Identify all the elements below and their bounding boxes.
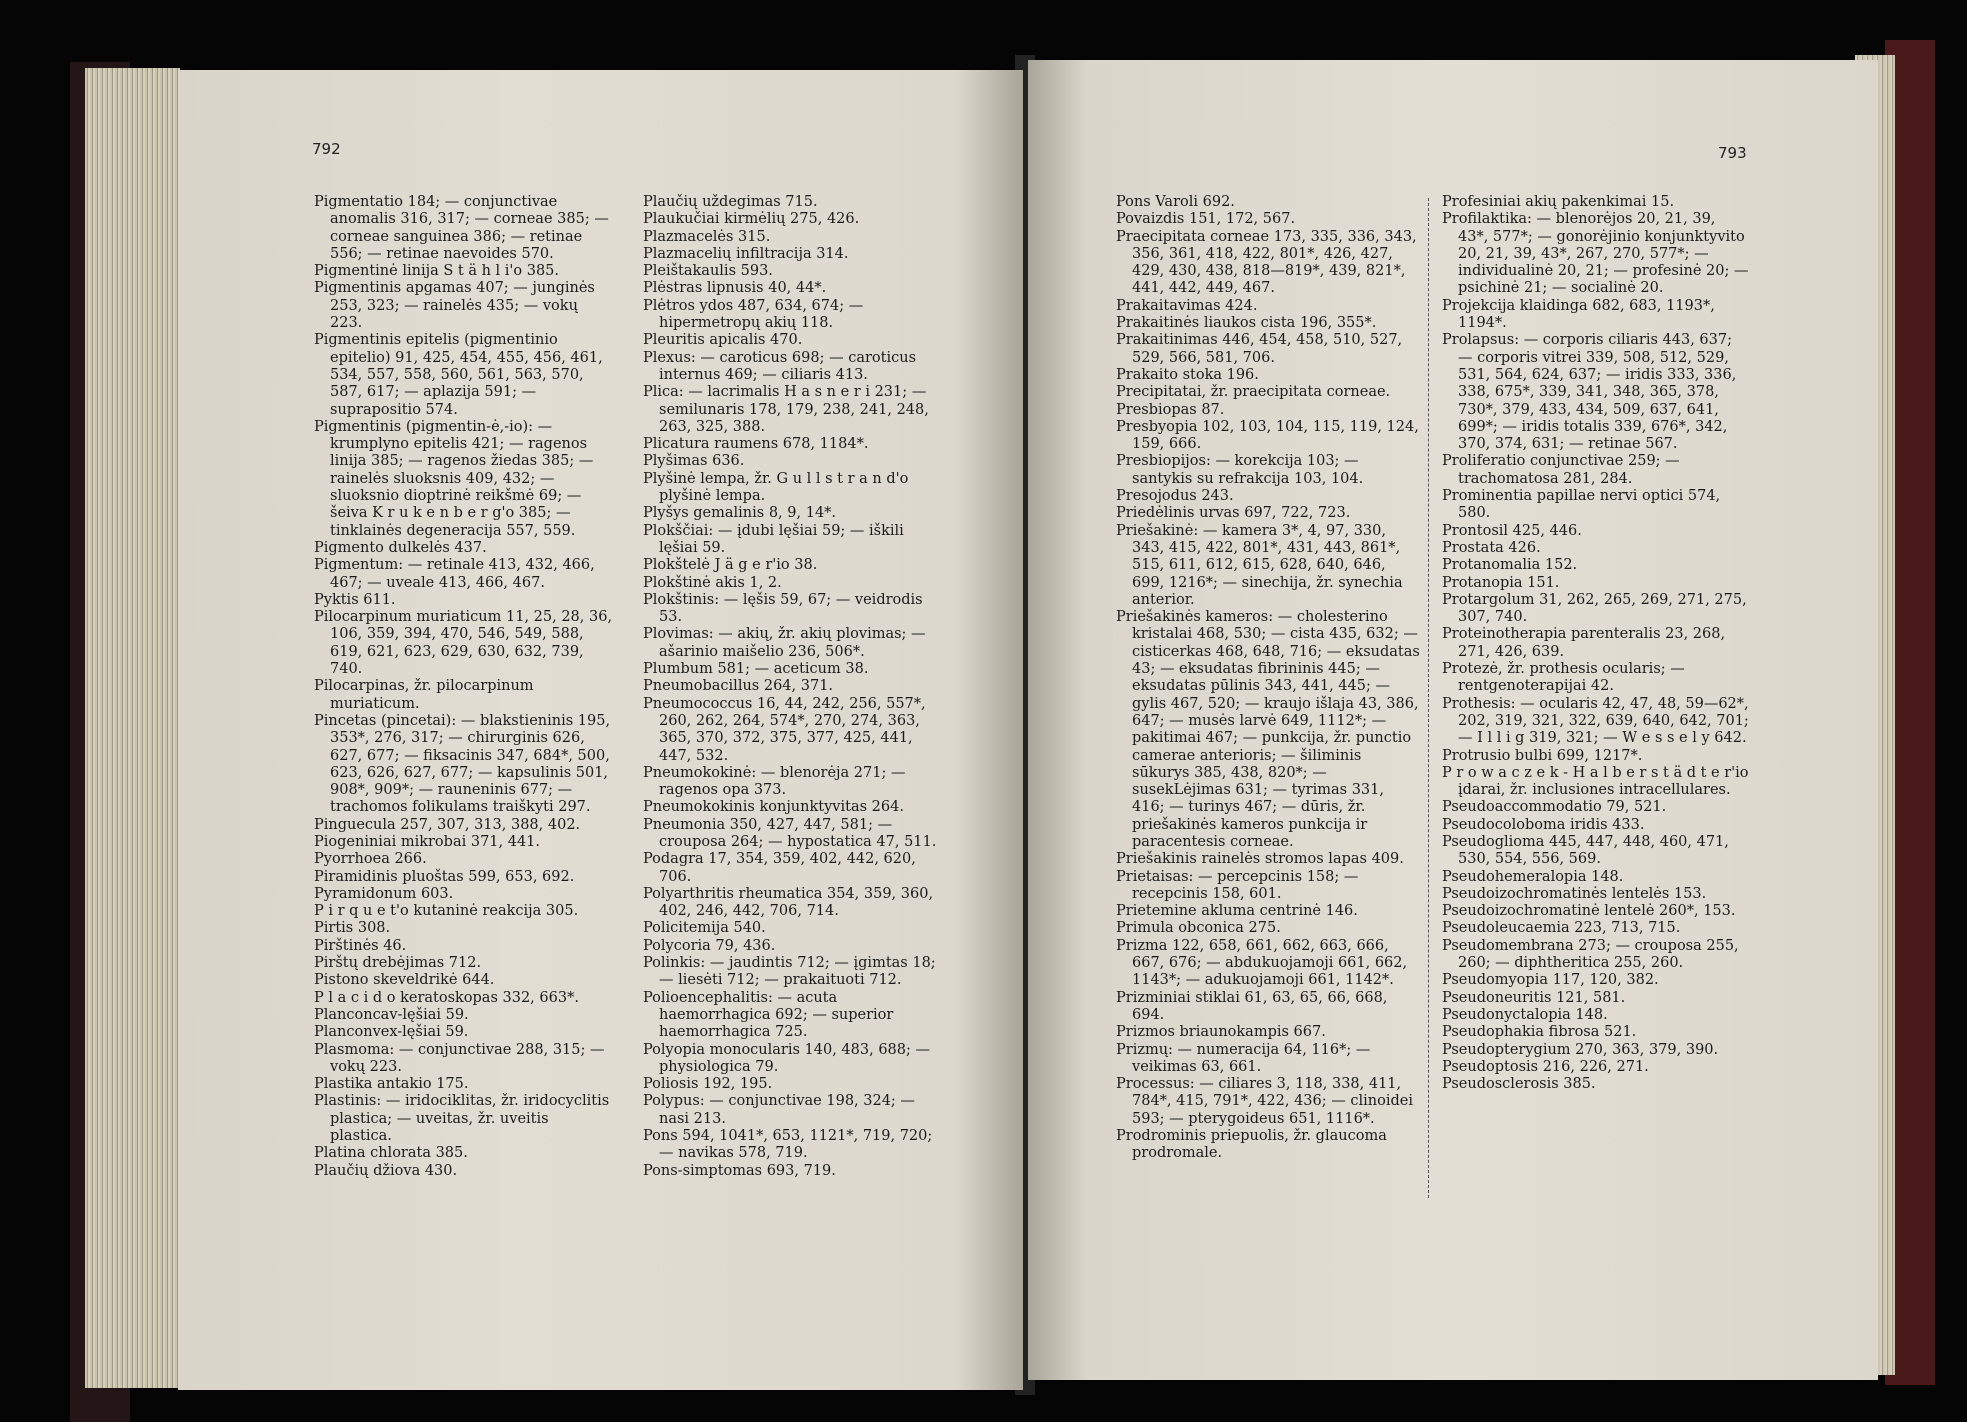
- index-entry: Pneumokokinė: — blenorėja 271; — ragenos opa 373.: [643, 764, 906, 799]
- index-entry: Plyšys gemalinis 8, 9, 14*.: [643, 505, 837, 522]
- index-entry: Plokštinė akis 1, 2.: [643, 574, 782, 591]
- index-entry: Pneumobacillus 264, 371.: [643, 678, 834, 695]
- index-entry: Povaizdis 151, 172, 567.: [1116, 211, 1296, 228]
- index-entry: Pseudomembrana 273; — crouposa 255, 260; — diphtheritica 255, 260.: [1442, 937, 1739, 972]
- index-entry: Presojodus 243.: [1116, 488, 1234, 505]
- index-entry: Pleištakaulis 593.: [643, 263, 773, 280]
- index-entry: Policitemija 540.: [643, 920, 766, 937]
- index-entry: Priedėlinis urvas 697, 722, 723.: [1116, 505, 1351, 522]
- index-entry: Polypus: — conjunctivae 198, 324; — nasi 213.: [643, 1093, 915, 1127]
- index-entry: Proliferatio conjunctivae 259; — trachomatosa 281, 284.: [1442, 453, 1680, 487]
- index-entry: Pseudonyctalopia 148.: [1442, 1006, 1608, 1023]
- index-entry: Prakaito stoka 196.: [1116, 366, 1259, 383]
- index-entry: Planconcav-lęšiai 59.: [314, 1006, 469, 1023]
- index-entry: Pseudosclerosis 385.: [1442, 1076, 1596, 1093]
- index-entry: Planconvex-lęšiai 59.: [314, 1024, 469, 1041]
- index-entry: Pigmentinis (pigmentin-ė,-io): — krumplyno epitelis 421; — ragenos linija 385; — ragenos žiedas 385; — rainelės sluoksnis 409, 432; — sluoksnio dioptrinė reikšmė 69; — šeiva K r u k e n b e r g'o 385; — tinklainės degeneracija 557, 559.: [314, 418, 594, 539]
- index-entry: Prostata 426.: [1442, 539, 1541, 556]
- index-entry: Pleuritis apicalis 470.: [643, 332, 803, 349]
- index-entry: Pons 594, 1041*, 653, 1121*, 719, 720; — navikas 578, 719.: [643, 1128, 933, 1162]
- index-entry: Pigmentatio 184; — conjunctivae anomalis 316, 317; — corneae 385; — corneae sanguinea 386; — retinae 556; — retinae naevoides 570.: [314, 194, 609, 262]
- index-entry: Pseudopterygium 270, 363, 379, 390.: [1442, 1041, 1719, 1058]
- index-entry: Polycoria 79, 436.: [643, 937, 776, 954]
- index-entry: Pyramidonum 603.: [314, 885, 454, 902]
- index-entry: Pistono skeveldrikė 644.: [314, 972, 495, 989]
- index-entry: Plastika antakio 175.: [314, 1076, 469, 1093]
- index-entry: Pons Varoli 692.: [1116, 194, 1235, 210]
- index-entry: Prontosil 425, 446.: [1442, 522, 1582, 539]
- index-entry: Profilaktika: — blenorėjos 20, 21, 39, 43*, 577*; — gonorėjinio konjunktyvito 20, 21, 39, 43*, 267, 270, 577*; — individualinė 20, 21; — profesinė 20; — psichinė 21; — socialinė 20.: [1442, 211, 1749, 297]
- index-entry: Prizmos briaunokampis 667.: [1116, 1024, 1326, 1041]
- index-entry: Pseudoleucaemia 223, 713, 715.: [1442, 920, 1681, 937]
- page-number-right: 793: [1718, 144, 1747, 162]
- index-entry: Presbiopas 87.: [1116, 401, 1225, 418]
- index-entry: Pseudoaccommodatio 79, 521.: [1442, 799, 1667, 816]
- index-entry: Pseudoizochromatinė lentelė 260*, 153.: [1442, 903, 1736, 920]
- index-entry: Pinguecula 257, 307, 313, 388, 402.: [314, 816, 581, 833]
- index-entry: Prakaitinės liaukos cista 196, 355*.: [1116, 315, 1377, 332]
- index-entry: Protrusio bulbi 699, 1217*.: [1442, 747, 1643, 764]
- index-entry: Pigmentum: — retinale 413, 432, 466, 467; — uveale 413, 466, 467.: [314, 557, 595, 591]
- index-entry: Protezė, žr. prothesis ocularis; — rentgenoterapijai 42.: [1442, 661, 1685, 695]
- index-entry: Prizminiai stiklai 61, 63, 65, 66, 668, 694.: [1116, 989, 1388, 1023]
- index-entry: Pilocarpinas, žr. pilocarpinum muriaticum.: [314, 678, 534, 712]
- index-entry: Plyšimas 636.: [643, 453, 745, 470]
- index-entry: Prothesis: — ocularis 42, 47, 48, 59—62*, 202, 319, 321, 322, 639, 640, 642, 701; — I l l i g 319, 321; — W e s s e l y 642.: [1442, 695, 1749, 747]
- index-entry: Projekcija klaidinga 682, 683, 1193*, 1194*.: [1442, 297, 1715, 332]
- index-entry: Pincetas (pincetai): — blakstieninis 195, 353*, 276, 317; — chirurginis 626, 627, 677; — fiksacinis 347, 684*, 500, 623, 626, 627, 677; — kapsulinis 501, 908*, 909*; — rauneninis 677; — trachomos folikulams traiškyti 297.: [314, 712, 611, 816]
- index-entry: Plasmoma: — conjunctivae 288, 315; — vokų 223.: [314, 1041, 605, 1075]
- index-entry: Pigmentinis epitelis (pigmentinio epitelio) 91, 425, 454, 455, 456, 461, 534, 557, 558, 560, 561, 563, 570, 587, 617; — aplazija 591; — suprapositio 574.: [314, 332, 603, 418]
- index-entry: Pseudocoloboma iridis 433.: [1442, 816, 1645, 833]
- index-entry: Prolapsus: — corporis ciliaris 443, 637; — corporis vitrei 339, 508, 512, 529, 531, 564, 624, 637; — iridis 333, 336, 338, 675*, 339, 341, 348, 365, 378, 730*, 379, 433, 434, 509, 637, 641, 699*; — iridis totalis 339, 676*, 342, 370, 374, 631; — retinae 567.: [1442, 332, 1737, 453]
- index-entry: Plaukučiai kirmėlių 275, 426.: [643, 211, 860, 228]
- index-entry: Pseudoptosis 216, 226, 271.: [1442, 1058, 1649, 1075]
- index-entry: Plazmacelių infiltracija 314.: [643, 245, 849, 262]
- index-entry: Presbiopijos: — korekcija 103; — santykis su refrakcija 103, 104.: [1116, 453, 1364, 487]
- index-entry: Priešakinė: — kamera 3*, 4, 97, 330, 343, 415, 422, 801*, 431, 443, 861*, 515, 611, 612, 615, 628, 640, 646, 699, 1216*; — sinechija, žr. synechia anterior.: [1116, 522, 1403, 608]
- index-entry: Plica: — lacrimalis H a s n e r i 231; — semilunaris 178, 179, 238, 241, 248, 263, 325, 388.: [643, 384, 929, 435]
- page-number-left: 792: [312, 140, 341, 158]
- index-entry: Plokštinis: — lęšis 59, 67; — veidrodis 53.: [643, 591, 923, 626]
- index-entry: Platina chlorata 385.: [314, 1145, 468, 1162]
- index-entry: Protargolum 31, 262, 265, 269, 271, 275, 307, 740.: [1442, 591, 1747, 626]
- index-entry: Polioencephalitis: — acuta haemorrhagica 692; — superior haemorrhagica 725.: [643, 989, 894, 1041]
- index-entry: Pseudoizochromatinės lentelės 153.: [1442, 885, 1707, 902]
- index-entry: Praecipitata corneae 173, 335, 336, 343, 356, 361, 418, 422, 801*, 426, 427, 429, 430, 438, 818—819*, 439, 821*, 441, 442, 449, 467.: [1116, 228, 1417, 297]
- index-entry: Prominentia papillae nervi optici 574, 580.: [1442, 488, 1721, 522]
- index-entry: Pneumonia 350, 427, 447, 581; — crouposa 264; — hypostatica 47, 511.: [643, 816, 937, 850]
- index-entry: Pirštinės 46.: [314, 937, 407, 954]
- index-entry: Pilocarpinum muriaticum 11, 25, 28, 36, 106, 359, 394, 470, 546, 549, 588, 619, 621, 623, 629, 630, 632, 739, 740.: [314, 609, 613, 678]
- index-entry: Plovimas: — akių, žr. akių plovimas; — ašarinio maišelio 236, 506*.: [643, 626, 926, 660]
- index-entry: Podagra 17, 354, 359, 402, 442, 620, 706.: [643, 851, 916, 885]
- index-column-1: [314, 194, 614, 1180]
- index-column-4: [1442, 194, 1750, 1093]
- index-entry: Pons-simptomas 693, 719.: [643, 1162, 836, 1179]
- index-entry: Plastinis: — iridociklitas, žr. iridocyclitis plastica; — uveitas, žr. uveitis plastica.: [314, 1093, 610, 1145]
- page-edges-left: [85, 68, 180, 1388]
- index-entry: Plėtros ydos 487, 634, 674; — hipermetropų akių 118.: [643, 297, 864, 332]
- index-entry: Processus: — ciliares 3, 118, 338, 411, 784*, 415, 791*, 422, 436; — clinoidei 593; — pterygoideus 651, 1116*.: [1116, 1076, 1413, 1127]
- index-entry: Plokštelė J ä g e r'io 38.: [643, 557, 818, 574]
- index-entry: Pneumokokinis konjunktyvitas 264.: [643, 799, 904, 816]
- index-entry: Presbyopia 102, 103, 104, 115, 119, 124, 159, 666.: [1116, 418, 1419, 453]
- index-entry: Pirtis 308.: [314, 920, 391, 937]
- index-entry: Pigmento dulkelės 437.: [314, 539, 487, 556]
- index-entry: Priešakinis rainelės stromos lapas 409.: [1116, 851, 1404, 868]
- index-entry: Pyktis 611.: [314, 591, 396, 608]
- index-entry: Prizma 122, 658, 661, 662, 663, 666, 667, 676; — abdukuojamoji 661, 662, 1143*; — adukuojamoji 661, 1142*.: [1116, 937, 1408, 989]
- index-entry: Pirštų drebėjimas 712.: [314, 955, 482, 972]
- index-entry: Plaučių uždegimas 715.: [643, 194, 818, 210]
- index-entry: Precipitatai, žr. praecipitata corneae.: [1116, 384, 1391, 401]
- index-entry: Protanomalia 152.: [1442, 557, 1578, 574]
- index-entry: Polyarthritis rheumatica 354, 359, 360, 402, 246, 442, 706, 714.: [643, 885, 934, 920]
- index-entry: Protanopia 151.: [1442, 574, 1560, 591]
- index-entry: Pseudoglioma 445, 447, 448, 460, 471, 530, 554, 556, 569.: [1442, 833, 1729, 868]
- index-entry: Pigmentinė linija S t ä h l i'o 385.: [314, 263, 560, 280]
- index-entry: Plexus: — caroticus 698; — caroticus internus 469; — ciliaris 413.: [643, 349, 917, 383]
- index-entry: Pseudoneuritis 121, 581.: [1442, 989, 1626, 1006]
- index-entry: Proteinotherapia parenteralis 23, 268, 271, 426, 639.: [1442, 626, 1726, 660]
- index-entry: Profesiniai akių pakenkimai 15.: [1442, 194, 1675, 210]
- index-entry: Prodrominis priepuolis, žr. glaucoma prodromale.: [1116, 1128, 1387, 1162]
- index-entry: Pseudomyopia 117, 120, 382.: [1442, 972, 1659, 989]
- index-entry: P l a c i d o keratoskopas 332, 663*.: [314, 989, 579, 1006]
- index-entry: P i r q u e t'o kutaninė reakcija 305.: [314, 903, 579, 920]
- index-entry: Prizmų: — numeracija 64, 116*; — veikimas 63, 661.: [1116, 1041, 1371, 1075]
- index-entry: Pseudohemeralopia 148.: [1442, 868, 1624, 885]
- index-entry: Poliosis 192, 195.: [643, 1076, 773, 1093]
- index-entry: Prietaisas: — percepcinis 158; — recepcinis 158, 601.: [1116, 868, 1359, 902]
- index-entry: Prakaitavimas 424.: [1116, 297, 1258, 314]
- index-column-3: [1116, 194, 1421, 1163]
- index-entry: Pseudophakia fibrosa 521.: [1442, 1024, 1637, 1041]
- index-entry: Polyopia monocularis 140, 483, 688; — physiologica 79.: [643, 1041, 930, 1075]
- index-entry: Piramidinis pluoštas 599, 653, 692.: [314, 868, 575, 885]
- index-entry: Plokščiai: — įdubi lęšiai 59; — iškili lęšiai 59.: [643, 522, 904, 556]
- index-entry: Plazmacelės 315.: [643, 228, 771, 245]
- index-entry: Piogeniniai mikrobai 371, 441.: [314, 833, 541, 850]
- index-entry: Priešakinės kameros: — cholesterino kristalai 468, 530; — cista 435, 632; — cisticerkas 468, 648, 716; — eksudatas 43; — eksudatas fibrininis 445; — eksudatas pūlinis 343, 441, 445; — gylis 467, 520; — kraujo išlaja 43, 386, 647; — musės larvė 649, 1112*; — pakitimai 467; — punkcija, žr. punctio camerae anterioris; — šiliminis sūkurys 385, 438, 820*; — susekLėjimas 631; — tyrimas 331, 416; — turinys 467; — dūris, žr. priešakinės kameros punkcija ir paracentesis corneae.: [1116, 609, 1420, 850]
- index-entry: Prietemine akluma centrinė 146.: [1116, 903, 1358, 920]
- index-entry: Plicatura raumens 678, 1184*.: [643, 436, 869, 453]
- index-entry: Plėstras lipnusis 40, 44*.: [643, 280, 827, 297]
- index-column-2: [643, 194, 943, 1180]
- index-entry: Pneumococcus 16, 44, 242, 256, 557*, 260, 262, 264, 574*, 270, 274, 363, 365, 370, 372, 375, 377, 425, 441, 447, 532.: [643, 695, 926, 764]
- index-entry: Plumbum 581; — aceticum 38.: [643, 661, 869, 678]
- index-entry: Polinkis: — jaudintis 712; — įgimtas 18; — liesėti 712; — prakaituoti 712.: [643, 955, 936, 989]
- index-entry: Plyšinė lempa, žr. G u l l s t r a n d'o plyšinė lempa.: [643, 470, 909, 505]
- index-entry: Primula obconica 275.: [1116, 920, 1281, 937]
- index-entry: P r o w a c z e k - H a l b e r s t ä d t e r'io įdarai, žr. inclusiones intracellulares.: [1442, 764, 1749, 799]
- index-entry: Pigmentinis apgamas 407; — junginės 253, 323; — rainelės 435; — vokų 223.: [314, 280, 595, 332]
- index-entry: Pyorrhoea 266.: [314, 851, 427, 868]
- index-entry: Prakaitinimas 446, 454, 458, 510, 527, 529, 566, 581, 706.: [1116, 332, 1403, 366]
- column-divider: [1428, 198, 1430, 1198]
- index-entry: Plaučių džiova 430.: [314, 1162, 458, 1179]
